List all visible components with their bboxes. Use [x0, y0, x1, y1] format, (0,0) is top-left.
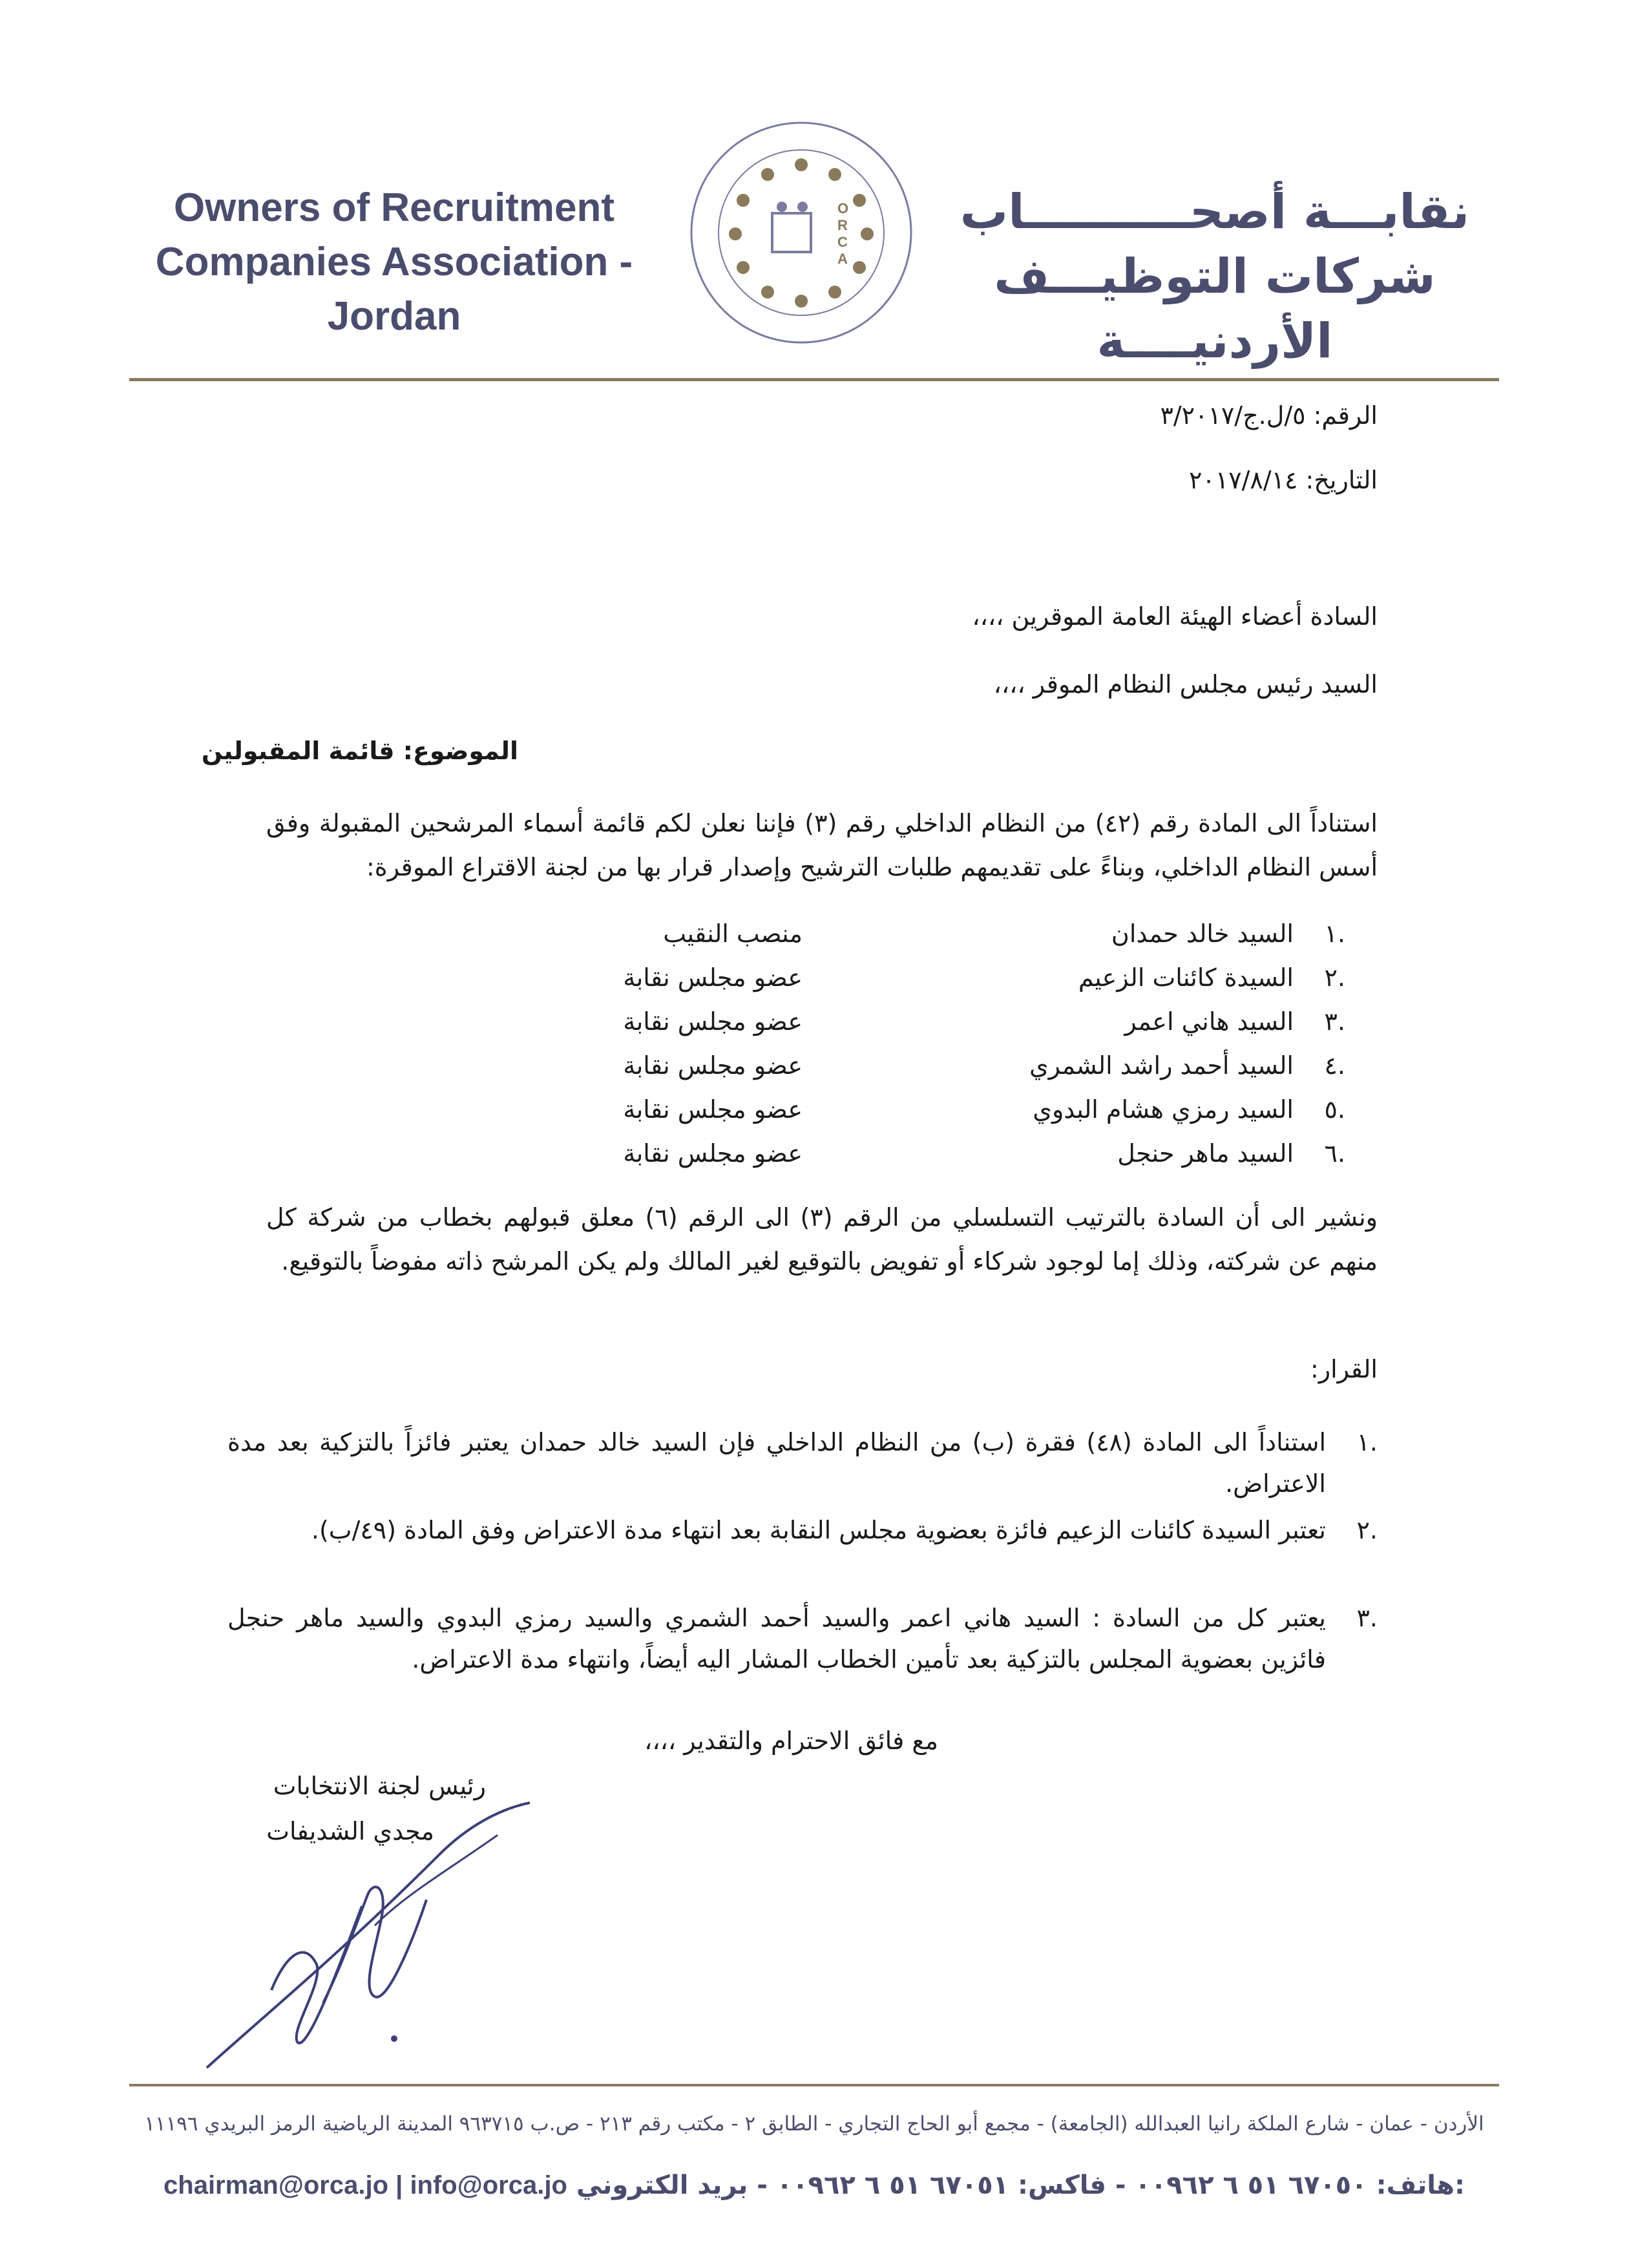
signer-name: مجدي الشديفات [266, 1817, 434, 1845]
candidate-number: .٦ [1324, 1139, 1345, 1168]
candidate-role: عضو مجلس نقابة [623, 1095, 803, 1124]
candidate-number: .١ [1324, 919, 1345, 948]
candidate-name: السيد رمزي هشام البدوي [1033, 1095, 1294, 1124]
candidate-name: السيد خالد حمدان [1111, 919, 1294, 948]
decision-text: يعتبر كل من السادة : السيد هاني اعمر والسيد أحمد الشمري والسيد رمزي البدوي والسيد ماهر حنجل فائزين بعضوية المجلس بالتزكية بعد تأمين الخطاب المشار اليه أيضاً، وانتهاء مدة الاعتراض. [227, 1604, 1326, 1674]
candidate-name: السيدة كائنات الزعيم [1078, 963, 1294, 992]
handwritten-signature [194, 1796, 556, 2081]
candidate-name: السيد هاني اعمر [1124, 1007, 1294, 1036]
english-org-name-line1: Owners of Recruitment [173, 185, 615, 230]
candidate-name: السيد ماهر حنجل [1117, 1139, 1294, 1168]
candidate-row [441, 1000, 1345, 1043]
svg-text:R: R [837, 217, 848, 233]
decision-item [227, 1597, 1378, 1680]
candidate-row [441, 956, 1345, 999]
reference-number: الرقم: ٥/ل.ج/٣/٢٠١٧ [1160, 401, 1378, 430]
candidate-number: .٢ [1324, 963, 1345, 992]
letter-subject: الموضوع: قائمة المقبولين [201, 737, 518, 765]
svg-text:C: C [837, 234, 848, 250]
candidate-role: منصب النقيب [663, 919, 803, 948]
footer-emails: chairman@orca.jo | info@orca.jo [163, 2171, 567, 2200]
note-paragraph: ونشير الى أن السادة بالترتيب التسلسلي من الرقم (٣) الى الرقم (٦) معلق قبولهم بخطاب من شركة كل منهم عن شركته، وذلك إما لوجود شركاء أو تفويض بالتوقيع لغير المالك ولم يكن المرشح ذاته مفوضاً بالتوقيع. [266, 1203, 1378, 1276]
svg-text:A: A [837, 251, 848, 267]
addressee-general-assembly: السادة أعضاء الهيئة العامة الموقرين ،،،، [972, 602, 1378, 631]
addressee-council-president: السيد رئيس مجلس النظام الموقر ،،،، [993, 670, 1378, 698]
letter-date: التاريخ: ٢٠١٧/٨/١٤ [1188, 466, 1378, 494]
svg-text:O: O [837, 200, 849, 216]
decision-number: .١ [1356, 1428, 1378, 1456]
decision-text: تعتبر السيدة كائنات الزعيم فائزة بعضوية مجلس النقابة بعد انتهاء مدة الاعتراض وفق المادة (٤٩/ب). [311, 1516, 1326, 1544]
decision-item [227, 1509, 1378, 1551]
arabic-org-name [930, 180, 1499, 373]
footer-address: الأردن - عمان - شارع الملكة رانيا العبدالله (الجامعة) - مجمع أبو الحاج التجاري - الطابق ٢ - مكتب رقم ٢١٣ - ص.ب ٩٦٣٧١٥ المدينة الرياضية الرمز البريدي ١١١٩٦ [144, 2112, 1484, 2136]
footer-contact [90, 2166, 1538, 2205]
candidate-row [441, 1088, 1345, 1131]
candidate-role: عضو مجلس نقابة [623, 963, 803, 992]
candidate-number: .٤ [1324, 1051, 1345, 1080]
intro-paragraph: استناداً الى المادة رقم (٤٢) من النظام الداخلي رقم (٣) فإننا نعلن لكم قائمة أسماء المرشحين المقبولة وفق أسس النظام الداخلي، وبناءً على تقديمهم طلبات الترشيح وإصدار قرار بها من لجنة الاقتراع الموقرة: [266, 809, 1378, 881]
decision-title: القرار: [1310, 1355, 1378, 1383]
english-org-name [129, 181, 659, 344]
candidate-row [441, 1132, 1345, 1175]
candidate-role: عضو مجلس نقابة [623, 1051, 803, 1080]
candidate-number: .٣ [1324, 1007, 1345, 1036]
candidate-role: عضو مجلس نقابة [623, 1007, 803, 1036]
decision-number: .٢ [1356, 1516, 1378, 1544]
candidate-role: عضو مجلس نقابة [623, 1139, 803, 1168]
closing-greeting: مع فائق الاحترام والتقدير ،،،، [644, 1727, 938, 1755]
candidate-row [441, 1044, 1345, 1087]
orca-logo [685, 110, 918, 355]
header-divider [129, 378, 1499, 381]
footer-divider [129, 2084, 1499, 2086]
arabic-org-name-line2: شركات التوظيـــف الأردنيــــة [994, 249, 1436, 369]
candidate-row [441, 912, 1345, 955]
decision-number: .٣ [1356, 1604, 1378, 1632]
arabic-org-name-line1: نقابـــة أصحــــــــــاب [960, 184, 1470, 240]
decision-item [227, 1422, 1378, 1504]
logo-emblem [729, 158, 874, 308]
candidate-number: .٥ [1324, 1095, 1345, 1124]
english-org-name-line2: Companies Association - Jordan [155, 240, 633, 339]
decision-text: استناداً الى المادة (٤٨) فقرة (ب) من النظام الداخلي فإن السيد خالد حمدان يعتبر فائزاً بالتزكية بعد مدة الاعتراض. [227, 1428, 1326, 1498]
candidate-name: السيد أحمد راشد الشمري [1029, 1051, 1294, 1080]
signer-title: رئيس لجنة الانتخابات [273, 1772, 486, 1800]
footer-phone-fax: هاتف: ٦٧٠٥٠ ٥١ ٦ ٠٠٩٦٢ - فاكس: ٦٧٠٥١ ٥١ ٦ ٠٠٩٦٢ - بريد الكتروني: [576, 2170, 1465, 2200]
